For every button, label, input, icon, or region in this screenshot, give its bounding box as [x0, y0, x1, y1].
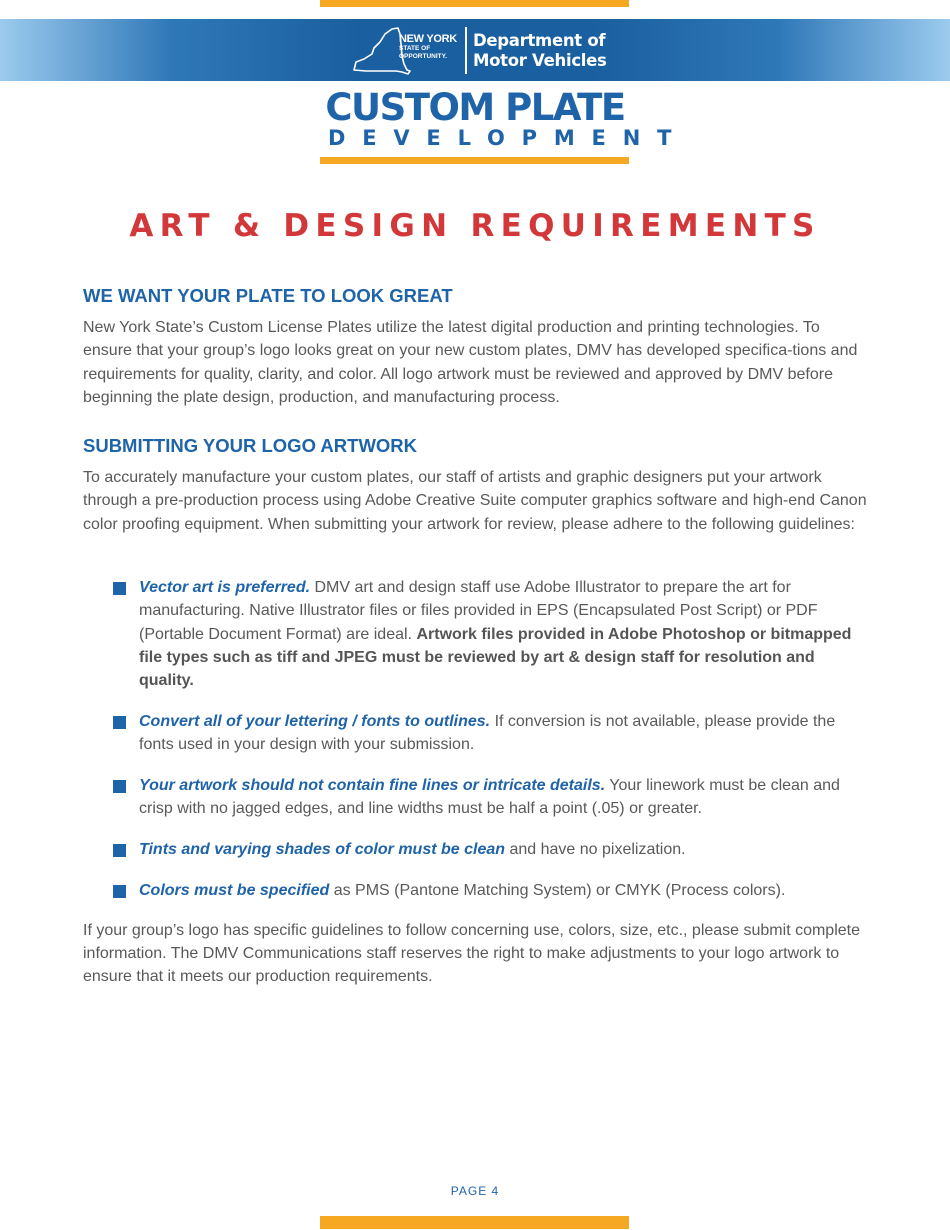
ny-wordmark-line2: STATE OF	[399, 45, 431, 52]
guideline-item-colors	[113, 879, 868, 902]
bullet-square-icon	[113, 780, 126, 793]
page-number: PAGE 4	[450, 1184, 500, 1198]
logo-divider	[465, 27, 467, 74]
brand-title-sub: DEVELOPMENT	[328, 126, 689, 150]
guideline-text: as PMS (Pantone Matching System) or CMYK (Process colors).	[329, 882, 786, 900]
dept-name-line1: Department of	[473, 31, 606, 50]
ny-wordmark-line1: NEW YORK	[399, 33, 457, 45]
closing-paragraph: If your group’s logo has specific guidelines to follow concerning use, colors, size, etc., please submit complete information. The DMV Communications staff reserves the right to make adjustments to your logo artwork to ensure that it meets our production requirements.	[83, 921, 860, 986]
ny-state-logo	[352, 26, 462, 76]
section-body-submitting: To accurately manufacture your custom plates, our staff of artists and graphic designers put your artwork through a pre-production process using Adobe Creative Suite computer graphics software and high-end Canon color proofing equipment. When submitting your artwork for review, please adhere to the following guidelines:	[83, 469, 867, 533]
guideline-item-outlines	[113, 710, 868, 757]
guideline-item-vector-art	[113, 576, 868, 692]
guideline-item-tints	[113, 838, 868, 861]
ny-state-wordmark	[399, 33, 457, 60]
brand-underline-bar	[320, 157, 629, 164]
guideline-lead: Colors must be specified	[139, 882, 330, 900]
top-accent-bar	[320, 0, 629, 7]
dept-name-line2: Motor Vehicles	[473, 51, 607, 70]
dmv-department-name	[473, 31, 607, 71]
section-body-look-great: New York State’s Custom License Plates utilize the latest digital production and printing technologies. To ensure that your group’s logo looks great on your new custom plates, DMV has developed specifica-tions and requirements for quality, clarity, and color. All logo artwork must be reviewed and approved by DMV before beginning the plate design, production, and manufacturing process.	[83, 319, 858, 406]
guideline-lead: Your artwork should not contain fine lines or intricate details.	[139, 777, 606, 795]
guideline-text: Your linework must be clean and crisp with no jagged edges, and line widths must be half a point (.05) or greater.	[139, 777, 840, 818]
page-title: ART & DESIGN REQUIREMENTS	[129, 208, 821, 244]
bullet-square-icon	[113, 716, 126, 729]
guidelines-list	[83, 576, 868, 902]
ny-wordmark-line3: OPPORTUNITY.	[399, 52, 448, 60]
guideline-item-fine-lines	[113, 774, 868, 821]
guideline-lead: Vector art is preferred.	[139, 579, 311, 597]
guideline-emphasis: Artwork files provided in Adobe Photoshop or bitmapped file types such as tiff and JPEG must be reviewed by art & design staff for resolution and quality.	[139, 625, 852, 690]
guideline-lead: Convert all of your lettering / fonts to outlines.	[139, 713, 491, 731]
bullet-square-icon	[113, 844, 126, 857]
guideline-lead: Tints and varying shades of color must be clean	[139, 841, 506, 859]
guideline-text: If conversion is not available, please provide the fonts used in your design with your submission.	[139, 713, 836, 754]
bottom-accent-bar	[320, 1216, 629, 1229]
main-content	[83, 284, 868, 989]
section-heading-look-great: WE WANT YOUR PLATE TO LOOK GREAT	[83, 285, 453, 306]
bullet-square-icon	[113, 885, 126, 898]
guideline-text: and have no pixelization.	[505, 841, 686, 859]
section-heading-submitting: SUBMITTING YOUR LOGO ARTWORK	[83, 435, 418, 457]
brand-title-main: CUSTOM PLATE	[325, 86, 625, 129]
ny-state-map-icon	[352, 26, 462, 76]
bullet-square-icon	[113, 582, 126, 595]
guideline-text: DMV art and design staff use Adobe Illustrator to prepare the art for manufacturing. Native Illustrator files or files provided in EPS (Encapsulated Post Script) or PDF (Portable Document Format) are ideal.	[139, 579, 818, 643]
